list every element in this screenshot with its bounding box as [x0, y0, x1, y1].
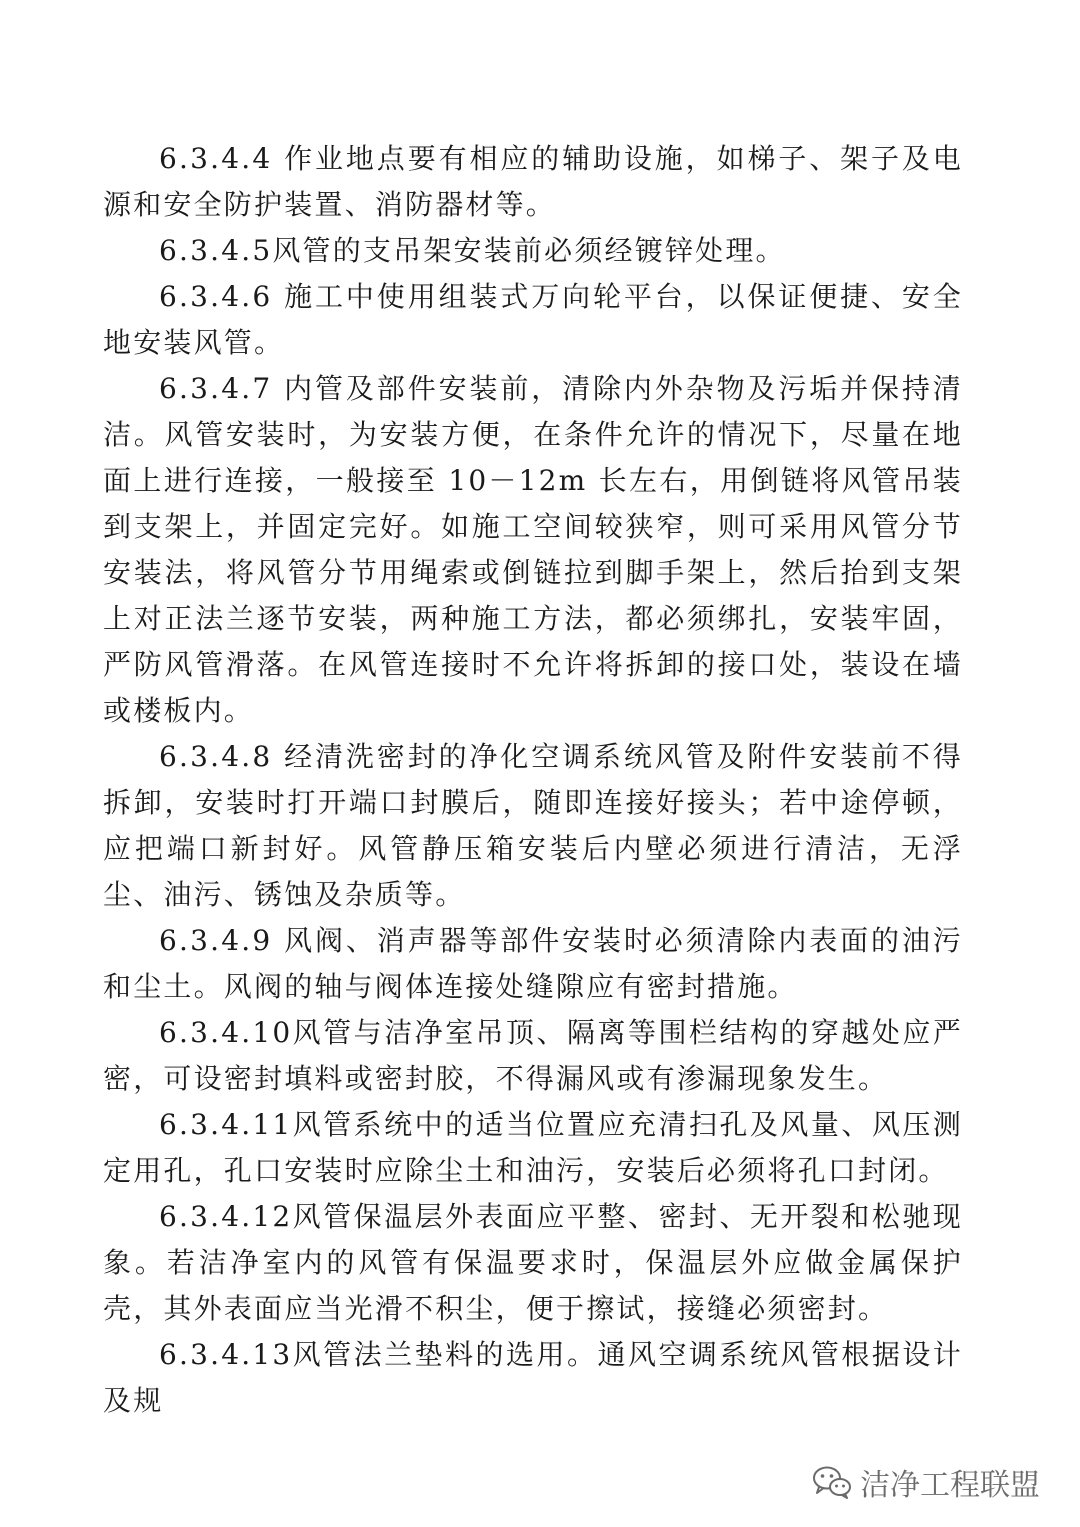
clause-text: 施工中使用组装式万向轮平台，以保证便捷、安全地安装风管。 — [103, 280, 963, 359]
clause-text: 风管系统中的适当位置应充清扫孔及风量、风压测定用孔，孔口安装时应除尘土和油污，安装后必须将孔口封闭。 — [103, 1108, 963, 1187]
clause-text: 风管的支吊架安装前必须经镀锌处理。 — [272, 234, 786, 267]
paragraph-6-3-4-11 — [103, 1102, 963, 1194]
paragraph-6-3-4-4 — [103, 136, 963, 228]
clause-text: 风管与洁净室吊顶、隔离等围栏结构的穿越处应严密，可设密封填料或密封胶，不得漏风或有渗漏现象发生。 — [103, 1016, 963, 1095]
clause-number: 6.3.4.6 — [159, 280, 273, 313]
clause-number: 6.3.4.9 — [159, 924, 273, 957]
clause-number: 6.3.4.10 — [159, 1016, 293, 1049]
paragraph-6-3-4-9 — [103, 918, 963, 1010]
paragraph-6-3-4-13 — [103, 1332, 963, 1424]
clause-text: 作业地点要有相应的辅助设施，如梯子、架子及电源和安全防护装置、消防器材等。 — [103, 142, 963, 221]
paragraph-6-3-4-10 — [103, 1010, 963, 1102]
clause-number: 6.3.4.5 — [159, 234, 273, 267]
watermark — [812, 1460, 1040, 1504]
clause-text: 风管保温层外表面应平整、密封、无开裂和松驰现象。若洁净室内的风管有保温要求时，保温层外应做金属保护壳，其外表面应当光滑不积尘，便于擦试，接缝必须密封。 — [103, 1200, 963, 1325]
clause-text: 经清洗密封的净化空调系统风管及附件安装前不得拆卸，安装时打开端口封膜后，随即连接好接头；若中途停顿，应把端口新封好。风管静压箱安装后内壁必须进行清洁，无浮尘、油污、锈蚀及杂质等。 — [103, 740, 963, 911]
clause-text: 风管法兰垫料的选用。通风空调系统风管根据设计及规 — [103, 1338, 963, 1417]
paragraph-6-3-4-8 — [103, 734, 963, 918]
clause-number: 6.3.4.8 — [159, 740, 273, 773]
clause-number: 6.3.4.12 — [159, 1200, 293, 1233]
clause-number: 6.3.4.13 — [159, 1338, 293, 1371]
clause-text: 风阀、消声器等部件安装时必须清除内表面的油污和尘土。风阀的轴与阀体连接处缝隙应有密封措施。 — [103, 924, 963, 1003]
clause-number: 6.3.4.7 — [159, 372, 273, 405]
paragraph-6-3-4-5 — [103, 228, 963, 274]
wechat-icon — [812, 1465, 852, 1499]
watermark-text: 洁净工程联盟 — [860, 1468, 1040, 1503]
paragraph-6-3-4-6 — [103, 274, 963, 366]
clause-number: 6.3.4.4 — [159, 142, 273, 175]
paragraph-6-3-4-7 — [103, 366, 963, 734]
clause-text: 内管及部件安装前，清除内外杂物及污垢并保持清洁。风管安装时，为安装方便，在条件允许的情况下，尽量在地面上进行连接，一般接至 10－12m 长左右，用倒链将风管吊装到支架上，并固定完好。如施工空间较狭窄，则可采用风管分节安装法，将风管分节用绳索或倒链拉到脚手架上，然后抬到支架上对正法兰逐节安装，两种施工方法，都必须绑扎，安装牢固，严防风管滑落。在风管连接时不允许将拆卸的接口处，装设在墙或楼板内。 — [103, 372, 963, 727]
paragraph-6-3-4-12 — [103, 1194, 963, 1332]
clause-number: 6.3.4.11 — [159, 1108, 293, 1141]
document-body — [103, 136, 963, 1424]
